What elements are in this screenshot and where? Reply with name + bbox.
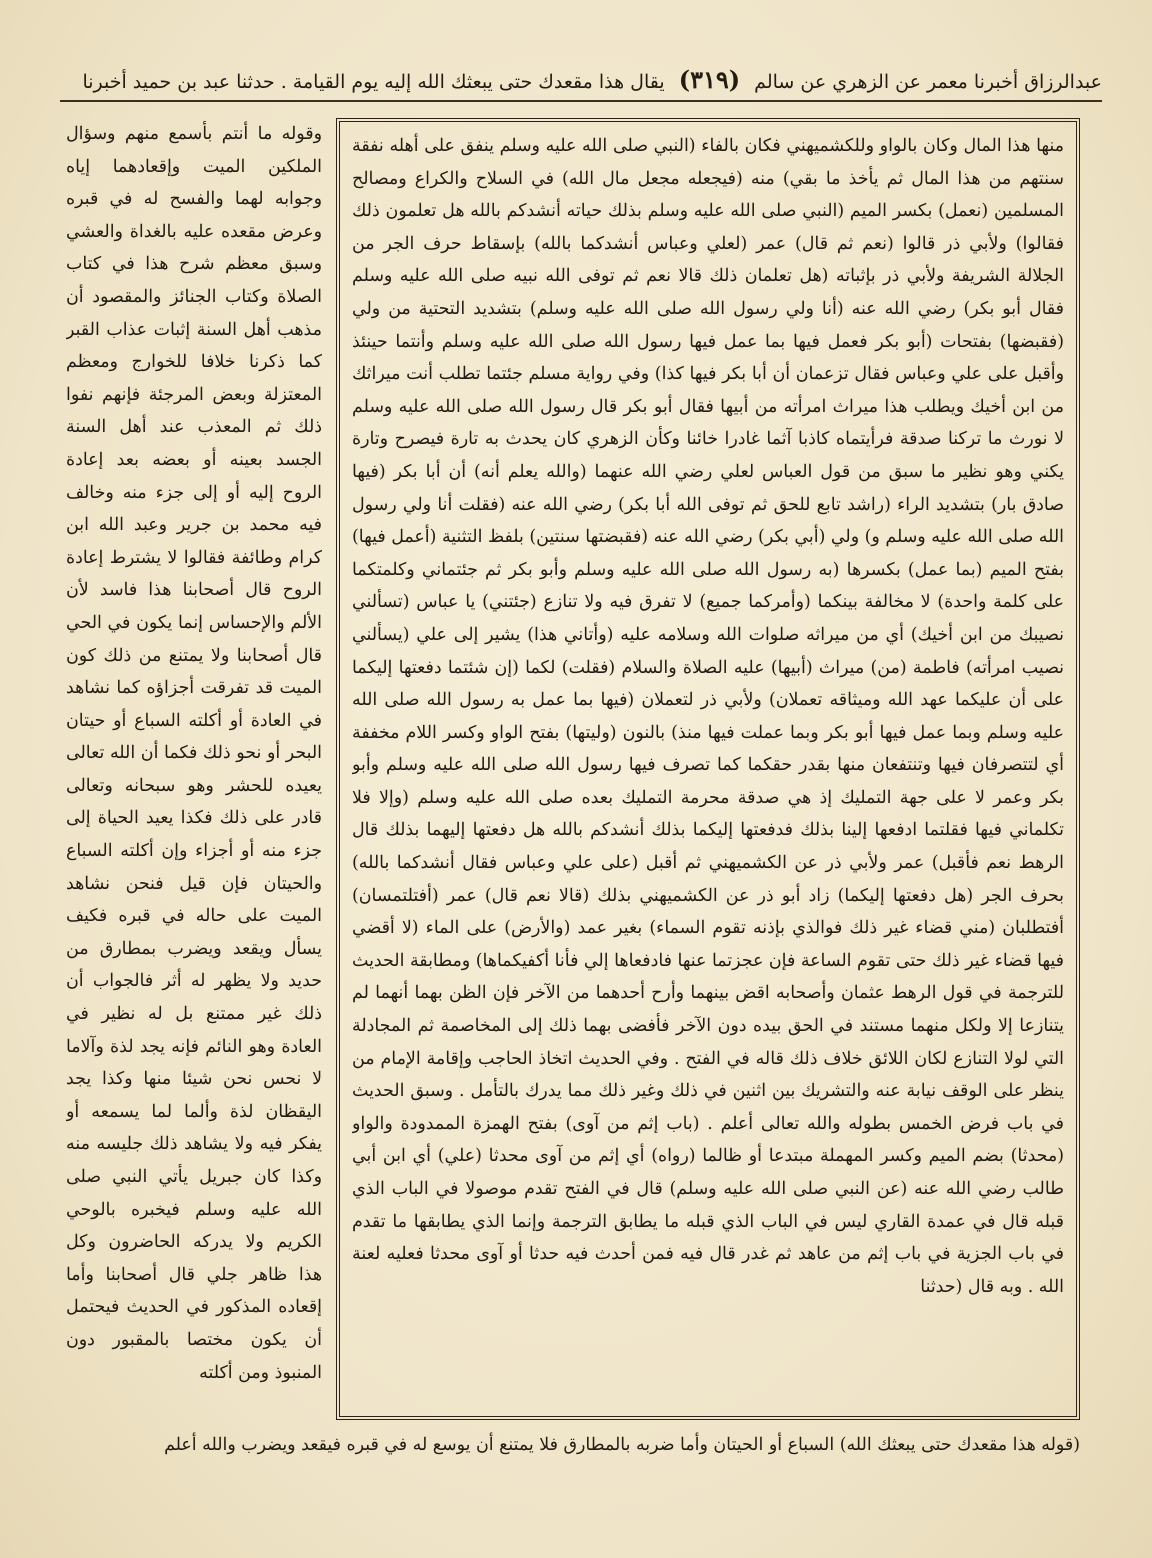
page-number: (٣١٩) [678,65,741,94]
running-head-right: عبدالرزاق أخبرنا معمر عن الزهري عن سالم [754,71,1102,93]
running-head-left: يقال هذا مقعدك حتى يبعثك الله إليه يوم القيامة . حدثنا عبد بن حميد أخبرنا [82,71,665,93]
main-text-body: منها هذا المال وكان بالواو وللكشميهني فكان بالفاء (النبي صلى الله عليه وسلم ينفق على أهله نفقة سنتهم من هذا المال ثم يأخذ ما بقي) منه (فيجعله مجعل مال الله) في السلاح والكراع ومصالح المسلمين (نعمل) بكسر الميم (النبي صلى الله عليه وسلم بذلك حياته أنشدكم بالله هل تعلمون ذلك فقالوا) ولأبي ذر قالوا (نعم ثم قال) عمر (لعلي وعباس أنشدكما بالله) بإسقاط حرف الجر من الجلالة الشريفة ولأبي ذر بإثباته (هل تعلمان ذلك قالا نعم ثم توفى الله نبيه صلى الله عليه وسلم فقال أبو بكر) رضي الله عنه (أنا ولي رسول الله صلى الله عليه وسلم) بتشديد التحتية من ولي (فقبضها) بفتحات (أبو بكر فعمل فيها بما عمل فيها رسول الله صلى الله عليه وسلم وأنتما حينئذ وأقبل على علي وعباس فقال تزعمان أن أبا بكر فيها كذا) وفي رواية مسلم جئتما تطلب أنت ميراثك من ابن أخيك ويطلب هذا ميراث امرأته من أبيها فقال أبو بكر قال رسول الله صلى الله عليه وسلم لا نورث ما تركنا صدقة فرأيتماه كاذبا آثما غادرا خائنا وكأن الزهري كان يحدث به تارة فيصرح وتارة يكني وهو نظير ما سبق من قول العباس لعلي رضي الله عنهما (والله يعلم أنه) أن أبا بكر (فيها صادق بار) بتشديد الراء (راشد تابع للحق ثم توفى الله أبا بكر) رضي الله عنه (فقلت أنا ولي رسول الله صلى الله عليه وسلم و) ولي (أبي بكر) رضي الله عنه (فقبضتها سنتين) بلفظ التثنية (أعمل فيها) بفتح الميم (بما عمل) بكسرها (به رسول الله صلى الله عليه وسلم وأبو بكر ثم جئتماني وكلمتكما على كلمة واحدة) لا مخالفة بينكما (وأمركما جميع) لا تفرق فيه ولا تنازع (جئتني) يا عباس (تسألني نصيبك من ابن أخيك) أي من ميراثه صلوات الله وسلامه عليه (وأتاني هذا) يشير إلى علي (يسألني نصيب امرأته) فاطمة (من) ميراث (أبيها) عليه الصلاة والسلام (فقلت) لكما (إن شئتما دفعتها إليكما على أن عليكما عهد الله وميثاقه تعملان) ولأبي ذر لتعملان (فيها بما عمل به رسول الله صلى الله عليه وسلم وبما عمل فيها أبو بكر وبما عملت فيها منذ) بالنون (وليتها) بفتح الواو وكسر اللام مخففة أي لتتصرفان فيها وتنتفعان منها بقدر حقكما كما تصرف فيها رسول الله صلى الله عليه وسلم وأبو بكر وعمر لا على جهة التمليك إذ هي صدقة محرمة التمليك بعده صلى الله عليه وسلم (وإلا فلا تكلماني فيها فقلتما ادفعها إلينا بذلك فدفعتها إليكما بذلك أنشدكم بالله هل دفعتها إليهما بذلك قال الرهط نعم فأقبل) عمر ولأبي ذر عن الكشميهني ثم أقبل (على علي وعباس فقال أنشدكما بالله) بحرف الجر (هل دفعتها إليكما) زاد أبو ذر عن الكشميهني بذلك (قالا نعم قال) عمر (أفتلتمسان) أفتطلبان (مني قضاء غير ذلك فوالذي بإذنه تقوم السماء) بغير عمد (والأرض) على الماء (لا أقضي فيها قضاء غير ذلك حتى تقوم الساعة فإن عجزتما عنها فادفعاها إلي فأنا أكفيكماها) ومطابقة الحديث للترجمة في قول الرهط عثمان وأصحابه اقض بينهما وأرح أحدهما من الآخر فإن الظن بهما أنهما لم يتنازعا إلا ولكل منهما مستند في الحق بيده دون الآخر فأفضى بهما ذلك إلى المخاصمة ثم المجادلة التي لولا التنازع لكان اللائق خلاف ذلك قاله في الفتح . وفي الحديث اتخاذ الحاجب وإقامة الإمام من ينظر على الوقف نيابة عنه والتشريك بين اثنين في ذلك وغير ذلك مما يدرك بالتأمل . وسبق الحديث في باب فرض الخمس بطوله والله تعالى أعلم . (باب إثم من آوى) بفتح الهمزة الممدودة والواو (محدثا) بضم الميم وكسر المهملة مبتدعا أو ظالما (رواه) أي إثم من آوى محدثا (علي) أي ابن أبي طالب رضي الله عنه (عن النبي صلى الله عليه وسلم) قال في الفتح تقدم موصولا في الباب الذي قبله قال في عمدة القاري ليس في الباب الذي قبله ما يطابق الترجمة وإنما الذي يطابقها ما تقدم في باب الجزية في باب إثم من عاهد ثم غدر قال فيه فمن أحدث فيه حدثا أو آوى محدثا فعليه لعنة الله . وبه قال (حدثنا [352,136,1064,1297]
main-text-frame [336,118,1080,1420]
margin-commentary: وقوله ما أنتم بأسمع منهم وسؤال الملكين الميت وإقعادهما إياه وجوابه لهما والفسح له في قبره وعرض مقعده عليه بالغداة والعشي وسبق معظم شرح هذا في كتاب الصلاة وكتاب الجنائز والمقصود أن مذهب أهل السنة إثبات عذاب القبر كما ذكرنا خلافا للخوارج ومعظم المعتزلة وبعض المرجئة فإنهم نفوا ذلك ثم المعذب عند أهل السنة الجسد بعينه أو بعضه بعد إعادة الروح إليه أو إلى جزء منه وخالف فيه محمد بن جرير وعبد الله ابن كرام وطائفة فقالوا لا يشترط إعادة الروح قال أصحابنا هذا فاسد لأن الألم والإحساس إنما يكون في الحي قال أصحابنا ولا يمتنع من ذلك كون الميت قد تفرقت أجزاؤه كما نشاهد في العادة أو أكلته السباع أو حيتان البحر أو نحو ذلك فكما أن الله تعالى يعيده للحشر وهو سبحانه وتعالى قادر على ذلك فكذا يعيد الحياة إلى جزء منه أو أجزاء وإن أكلته السباع والحيتان فإن قيل فنحن نشاهد الميت على حاله في قبره فكيف يسأل ويقعد ويضرب بمطارق من حديد ولا يظهر له أثر فالجواب أن ذلك غير ممتنع بل له نظير في العادة وهو النائم فإنه يجد لذة وآلاما لا نحس نحن شيئا منها وكذا يجد اليقظان لذة وألما لما يسمعه أو يفكر فيه ولا يشاهد ذلك جليسه منه وكذا كان جبريل يأتي النبي صلى الله عليه وسلم فيخبره بالوحي الكريم ولا يدركه الحاضرون وكل هذا ظاهر جلي قال أصحابنا وأما إقعاده المذكور في الحديث فيحتمل أن يكون مختصا بالمقبور دون المنبوذ ومن أكلته [66,124,322,1383]
footer-line: (قوله هذا مقعدك حتى يبعثك الله) السباع أو الحيتان وأما ضربه بالمطارق فلا يمتنع أن يوسع له في قبره فيقعد ويضرب والله أعلم [164,1435,1080,1455]
running-header [60,60,1102,102]
